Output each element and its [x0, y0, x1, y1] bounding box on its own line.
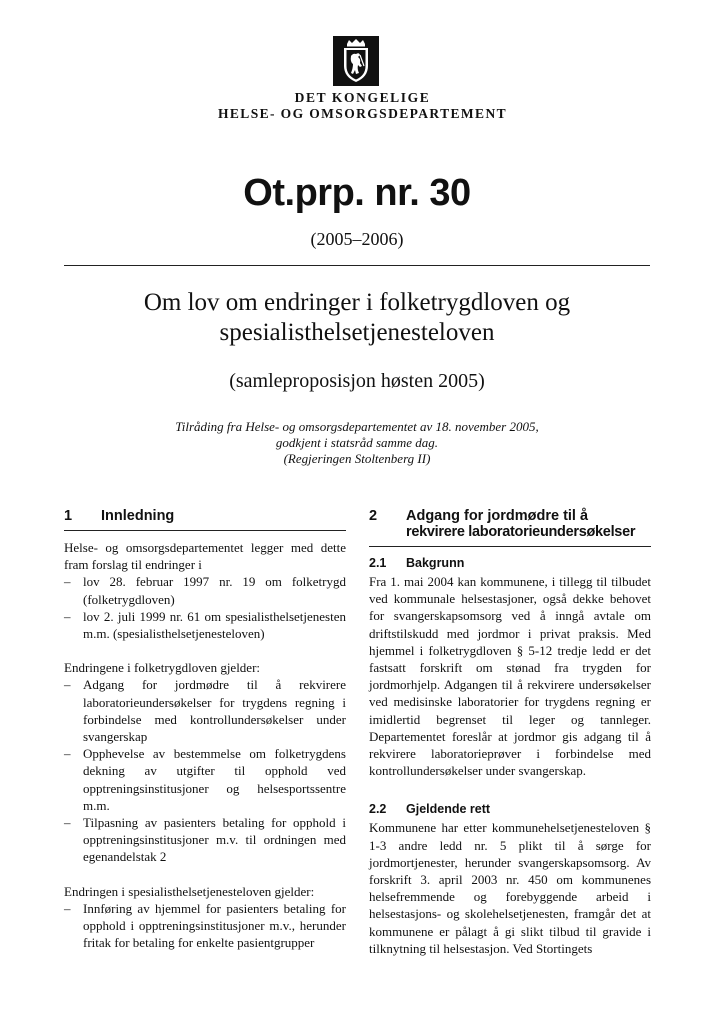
list-dash: – — [64, 815, 71, 831]
list-item — [64, 676, 346, 745]
list-item-text: Innføring av hjemmel for pasienters betaling for opphold i opptreningsinstitusjoner m.v., herunder fritak for betaling for enkelte pasientgrupper — [83, 900, 346, 951]
session-year: (2005–2006) — [310, 229, 404, 249]
list-dash: – — [64, 677, 71, 693]
department-line-2: HELSE- OG OMSORGSDEPARTEMENT — [217, 106, 507, 121]
section-number: 2 — [369, 508, 378, 524]
approval-line: godkjent i statsråd samme dag. — [275, 435, 439, 450]
section-title-line: Adgang for jordmødre til å — [406, 508, 589, 524]
list-item — [64, 745, 346, 814]
list-item — [64, 608, 346, 642]
paragraph: Endringen i spesialisthelsetjenesteloven gjelder: — [64, 883, 315, 899]
list-item-text: Opphevelse av bestemmelse om folketrygdens dekning av utgifter til opphold ved opptreningsinstitusjoner og helsesportssentre m.m. — [83, 746, 346, 813]
paragraph: Helse- og omsorgsdepartementet legger med dette fram forslag til endringer i — [64, 540, 346, 573]
section-title: Innledning — [101, 508, 175, 524]
document-title: Ot.prp. nr. 30 — [243, 172, 471, 214]
list-item-text: Adgang for jordmødre til å rekvirere laboratorieundersøkelser for trygdens regning i forbindelse med kontrollundersøkelser under svangerskap — [83, 677, 346, 745]
list-item-text: lov 28. februar 1997 nr. 19 om folketrygd (folketrygdloven) — [83, 574, 346, 607]
section-title — [406, 508, 635, 540]
section-heading — [369, 508, 651, 540]
spacer — [369, 779, 651, 801]
subsection-heading — [369, 555, 651, 571]
section-number: 1 — [64, 508, 73, 524]
right-column — [369, 508, 651, 957]
document-subtitle-note: (samleproposisjon høsten 2005) — [229, 370, 485, 392]
approval-line: (Regjeringen Stoltenberg II) — [283, 451, 431, 466]
section-title-line: rekvirere laboratorieundersøkelser — [406, 524, 636, 540]
subsection-number: 2.2 — [369, 802, 387, 817]
list-item — [64, 900, 346, 952]
section-divider — [369, 546, 651, 547]
department-line-1: DET KONGELIGE — [294, 90, 431, 105]
list-dash: – — [64, 746, 71, 762]
list-item — [64, 814, 346, 866]
document-subtitle: Om lov om endringer i folketrygdloven og spesialisthelsetjenesteloven — [143, 289, 571, 346]
paragraph: Fra 1. mai 2004 kan kommunene, i tillegg til tilbudet ved kommunale helsestasjoner, også dekke behovet for svangerskapsomsorg ved å inngå avtale om driftstilskudd med jordmor i privat praksis. Med hjemmel i folketrygdloven § 5-12 tredje ledd er det fastsatt forskrift om stønad fra trygden for jordmorhjelp. Adgangen til å rekvirere undersøkelser ved medisinske laboratorier for trygdens regning er imidlertid begrenset til leger og tannleger. Departementet foreslår at jordmor gis adgang til å rekvirere laboratorieprøver i forbindelse med kontrollundersøkelser under svangerskap. — [369, 574, 651, 779]
list-item — [64, 573, 346, 607]
approval-note — [64, 419, 650, 467]
subsection-title: Gjeldende rett — [406, 802, 491, 817]
coat-of-arms-logo — [333, 36, 379, 86]
subsection-number: 2.1 — [369, 556, 387, 570]
header-divider — [64, 265, 650, 266]
paragraph: Kommunene har etter kommunehelsetjenesteloven § 1-3 andre ledd nr. 5 plikt til å sørge for jordmortjenester, herunder svangerskapsomsorg. Av forskrift 3. april 2003 nr. 450 om kommunenes helsefremmende og forebyggende arbeid i helsestasjons- og skolehelsetjenesten, framgår det at kommunene er pålagt å gi slikt tilbud til gravide i tilknytning til helsestasjon. Ved Stortingets — [369, 820, 651, 956]
list-item-text: Tilpasning av pasienters betaling for opphold i opptreningsinstitusjoner m.v. til ordningen med egenandelstak 2 — [83, 815, 346, 865]
subsection-heading — [369, 801, 651, 817]
section-heading — [64, 508, 346, 524]
paragraph: Endringene i folketrygdloven gjelder: — [64, 660, 261, 676]
section-divider — [64, 530, 346, 531]
subsection-title: Bakgrunn — [406, 556, 465, 570]
list-dash: – — [64, 608, 71, 624]
approval-line: Tilråding fra Helse- og omsorgsdepartementet av 18. november 2005, — [175, 419, 539, 434]
list-item-text: lov 2. juli 1999 nr. 61 om spesialisthelsetjenesten m.m. (spesialisthelsetjenesteloven) — [83, 608, 346, 642]
list-dash: – — [64, 574, 71, 590]
list-dash: – — [64, 900, 71, 916]
left-column — [64, 508, 346, 951]
